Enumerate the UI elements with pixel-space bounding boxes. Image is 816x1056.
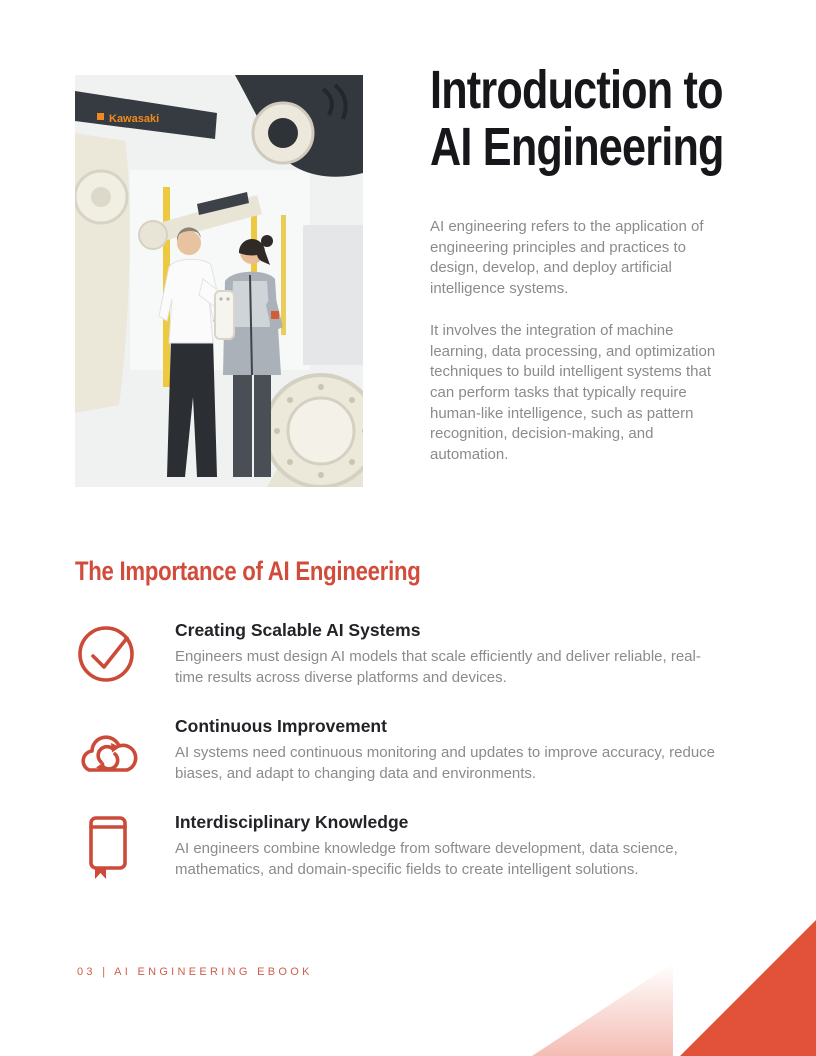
cloud-sync-icon <box>75 714 139 784</box>
list-item-description: AI engineers combine knowledge from software development, data science, mathematics, and domain-specific fields to create intelligent solutions. <box>175 840 678 878</box>
intro-text <box>430 217 725 487</box>
page-title-line1: Introduction to <box>430 60 723 120</box>
page-title <box>430 62 724 176</box>
robot-part <box>215 291 234 339</box>
list-item-description: AI systems need continuous monitoring and updates to improve accuracy, reduce biases, and adapt to changing data and environments. <box>175 744 716 782</box>
faded-triangle <box>532 963 673 1056</box>
list-item <box>75 714 725 784</box>
kawasaki-brand-label: Kawasaki <box>109 113 160 125</box>
intro-paragraph-2: It involves the integration of machine learning, data processing, and optimization techniques to build intelligent systems that can perform tasks that typically require human-like intelligence, such as pattern recognition, decision-making, and automation. <box>430 321 716 464</box>
section-heading: The Importance of AI Engineering <box>75 556 421 586</box>
corner-decoration <box>526 910 816 1056</box>
book-icon <box>75 810 139 880</box>
list-item <box>75 810 725 880</box>
hero-photo-illustration <box>75 75 363 487</box>
check-circle-icon <box>75 618 139 688</box>
list-item-title: Continuous Improvement <box>175 716 387 736</box>
solid-triangle <box>680 920 816 1056</box>
list-item-text <box>175 618 723 688</box>
corner-triangles <box>526 910 816 1056</box>
page-title-line2: AI Engineering <box>430 117 724 177</box>
list-item <box>75 618 725 688</box>
intro-paragraph-1: AI engineering refers to the application of engineering principles and practices to design, develop, and deploy artificial intelligence systems. <box>430 218 704 298</box>
list-item-description: Engineers must design AI models that scale efficiently and deliver reliable, real-time results across diverse platforms and devices. <box>175 648 701 686</box>
list-item-title: Interdisciplinary Knowledge <box>175 812 409 832</box>
list-item-text <box>175 714 723 784</box>
hero-photo <box>75 75 363 487</box>
importance-list <box>75 618 725 906</box>
list-item-title: Creating Scalable AI Systems <box>175 620 421 640</box>
yellow-pole <box>281 215 286 335</box>
footer-page-label: 03 | AI ENGINEERING EBOOK <box>77 966 313 978</box>
list-item-text <box>175 810 723 880</box>
